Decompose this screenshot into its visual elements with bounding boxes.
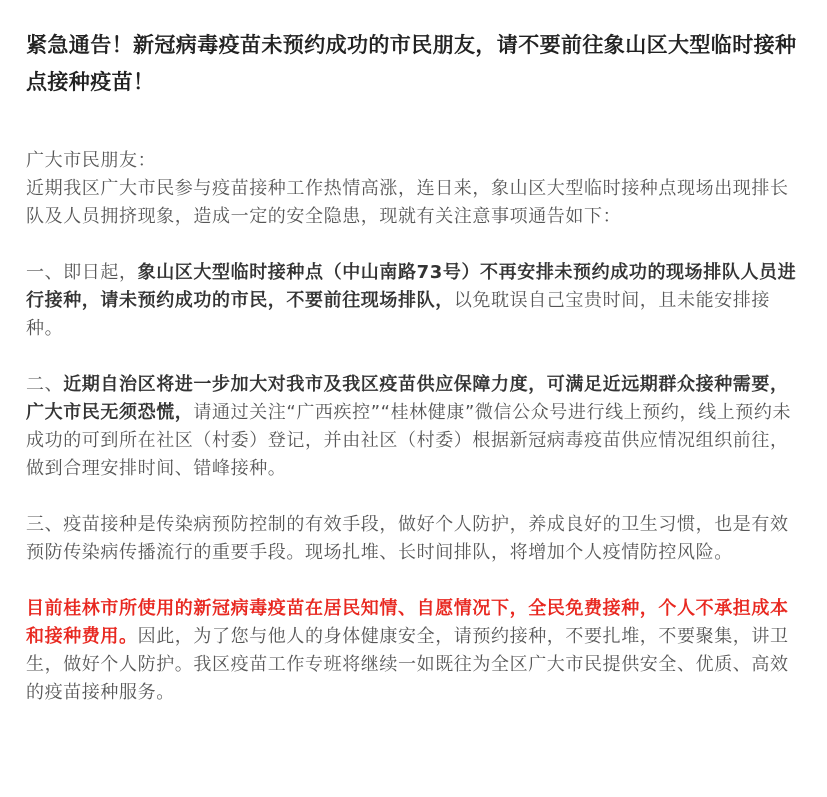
item-1-bold: 象山区大型临时接种点（中山南路73号）不再安排未预约成功的现场排队人员进行接种，请未预约成功的市民，不要前往现场排队， [26, 262, 797, 311]
item-1-rest: 以免耽误自己宝贵时间，且未能安排接种。 [26, 290, 771, 339]
item-2-rest: 请通过关注“广西疾控”“桂林健康”微信公众号进行线上预约，线上预约未成功的可到所在社区（村委）登记，并由社区（村委）根据新冠病毒疫苗供应情况组织前往，做到合理安排时间、错峰接种。 [26, 402, 792, 479]
notice-body [26, 147, 806, 707]
item-1-paragraph [26, 259, 806, 343]
item-2-prefix: 二、 [26, 374, 64, 395]
item-3-paragraph: 三、疫苗接种是传染病预防控制的有效手段，做好个人防护，养成良好的卫生习惯，也是有效预防传染病传播流行的重要手段。现场扎堆、长时间排队，将增加个人疫情防控风险。 [26, 514, 789, 563]
closing-paragraph [26, 595, 806, 707]
closing-emphasis: 目前桂林市所使用的新冠病毒疫苗在居民知情、自愿情况下，全民免费接种，个人不承担成本和接种费用。 [26, 598, 789, 647]
item-2-paragraph [26, 371, 806, 483]
intro-paragraph: 近期我区广大市民参与疫苗接种工作热情高涨，连日来，象山区大型临时接种点现场出现排长队及人员拥挤现象，造成一定的安全隐患，现就有关注意事项通告如下： [26, 178, 789, 227]
notice-title: 紧急通告！新冠病毒疫苗未预约成功的市民朋友，请不要前往象山区大型临时接种点接种疫苗！ [26, 33, 797, 94]
item-2-bold: 近期自治区将进一步加大对我市及我区疫苗供应保障力度，可满足近远期群众接种需要，广大市民无须恐慌， [26, 374, 789, 423]
closing-rest: 因此，为了您与他人的身体健康安全，请预约接种，不要扎堆，不要聚集，讲卫生，做好个人防护。我区疫苗工作专班将继续一如既往为全区广大市民提供安全、优质、高效的疫苗接种服务。 [26, 626, 789, 703]
item-1-prefix: 一、即日起， [26, 262, 138, 283]
greeting: 广大市民朋友： [26, 150, 157, 171]
